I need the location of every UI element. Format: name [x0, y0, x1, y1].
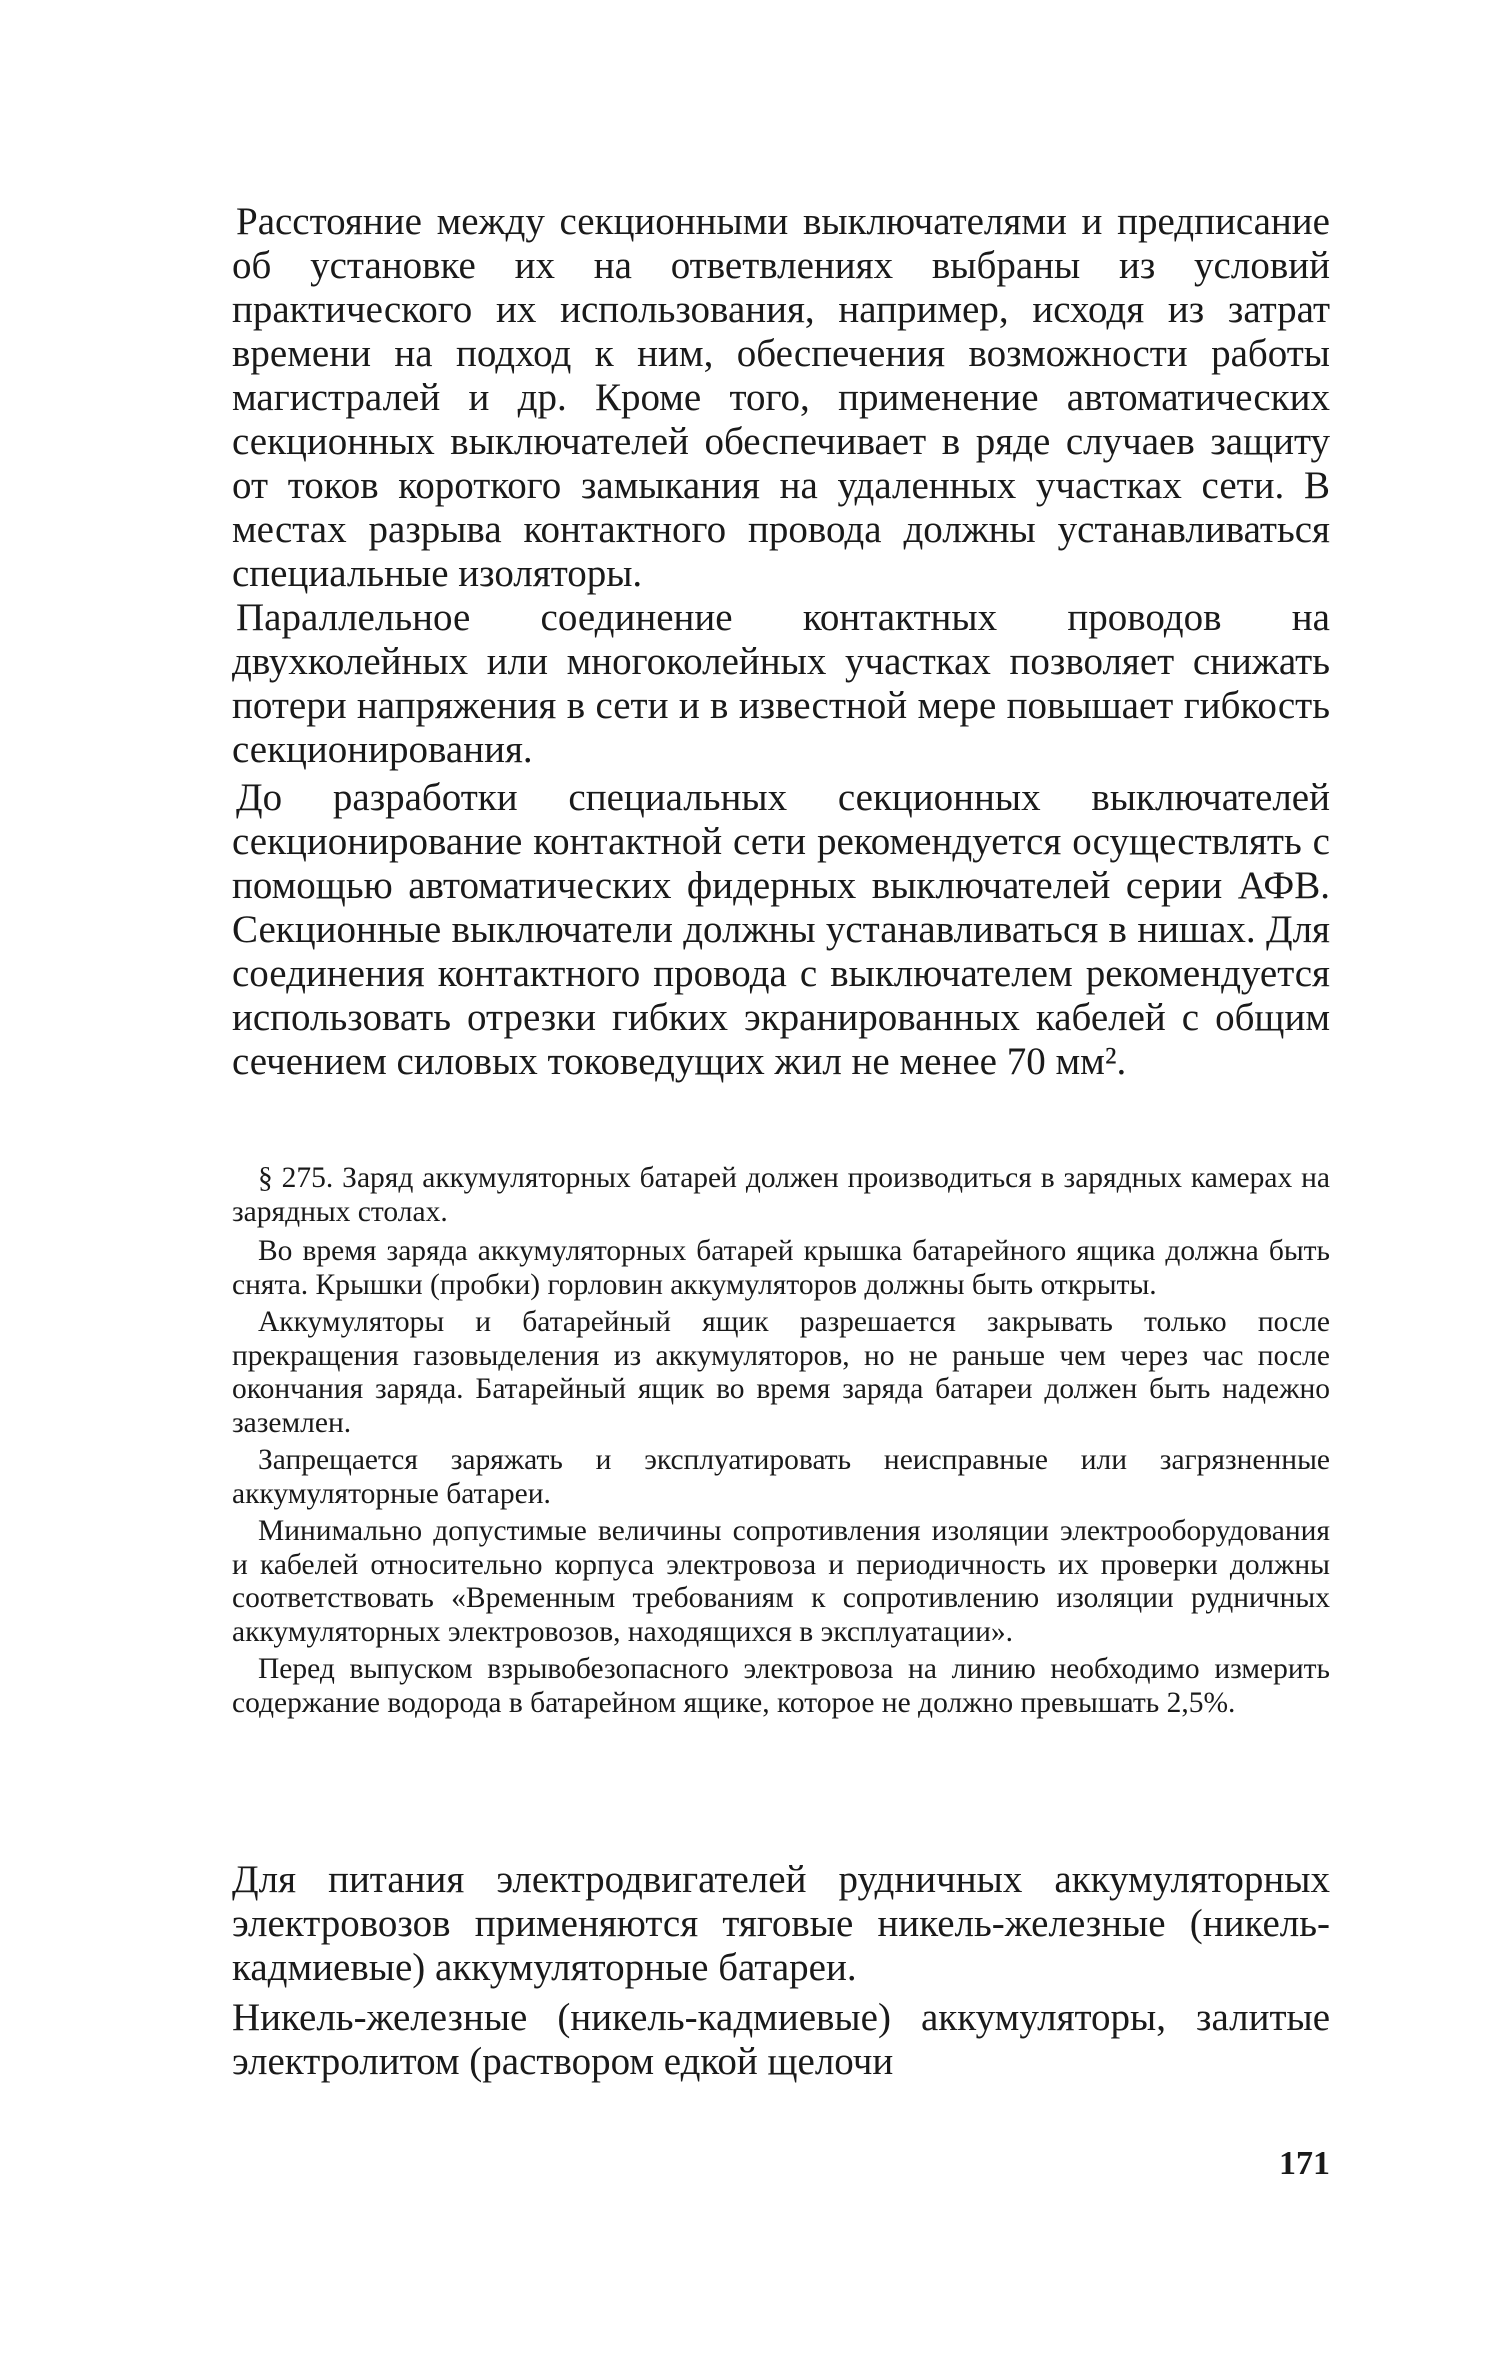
- small-print-block: [232, 1162, 1330, 1720]
- page-number: 171: [1279, 2145, 1330, 2182]
- paragraph-traction-batteries: Для питания электродвигателей рудничных аккумуляторных электровозов применяются тяговые никель-железные (никель-кадмиевые) аккумуляторные батареи.: [232, 1858, 1330, 1989]
- paragraph-hydrogen-measure: Перед выпуском взрывобезопасного электровоза на линию необходимо измерить содержание водорода в батарейном ящике, которое не должно превышать 2,5%.: [232, 1653, 1330, 1719]
- paragraph-closing-battery-box: Аккумуляторы и батарейный ящик разрешается закрывать только после прекращения газовыделения из аккумуляторов, но не раньше чем через час после окончания заряда. Батарейный ящик во время заряда батареи должен быть надежно заземлен.: [232, 1306, 1330, 1439]
- paragraph-charging-cover: Во время заряда аккумуляторных батарей крышка батарейного ящика должна быть снята. Крышки (пробки) горловин аккумуляторов должны быть открыты.: [232, 1235, 1330, 1301]
- paragraph-faulty-batteries: Запрещается заряжать и эксплуатировать неисправные или загрязненные аккумуляторные батареи.: [232, 1444, 1330, 1510]
- main-text-bottom: [232, 1858, 1330, 2084]
- paragraph-parallel-connection: Параллельное соединение контактных проводов на двухколейных или многоколейных участках позволяет снижать потери напряжения в сети и в известной мере повышает гибкость секционирования.: [232, 596, 1330, 771]
- paragraph-275-charging: § 275. Заряд аккумуляторных батарей должен производиться в зарядных камерах на зарядных столах.: [232, 1162, 1330, 1228]
- paragraph-section-switch-distance: Расстояние между секционными выключателями и предписание об установке их на ответвлениях выбраны из условий практического их использования, например, исходя из затрат времени на подход к ним, обеспечения возможности работы магистралей и др. Кроме того, применение автоматических секционных выключателей обеспечивает в ряде случаев защиту от токов короткого замыкания на удаленных участках сети. В местах разрыва контактного провода должны устанавливаться специальные изоляторы.: [232, 200, 1330, 595]
- paragraph-nickel-iron-cells: Никель-железные (никель-кадмиевые) аккумуляторы, залитые электролитом (раствором едкой щелочи: [232, 1996, 1330, 2083]
- main-text-top: [232, 200, 1330, 1084]
- paragraph-insulation-resistance: Минимально допустимые величины сопротивления изоляции электрооборудования и кабелей относительно корпуса электровоза и периодичность их проверки должны соответствовать «Временным требованиям к сопротивлению изоляции рудничных аккумуляторных электровозов, находящихся в эксплуатации».: [232, 1515, 1330, 1648]
- paragraph-sectioning-recommendation: До разработки специальных секционных выключателей секционирование контактной сети рекомендуется осуществлять с помощью автоматических фидерных выключателей серии АФВ. Секционные выключатели должны устанавливаться в нишах. Для соединения контактного провода с выключателем рекомендуется использовать отрезки гибких экранированных кабелей с общим сечением силовых токоведущих жил не менее 70 мм².: [232, 776, 1330, 1083]
